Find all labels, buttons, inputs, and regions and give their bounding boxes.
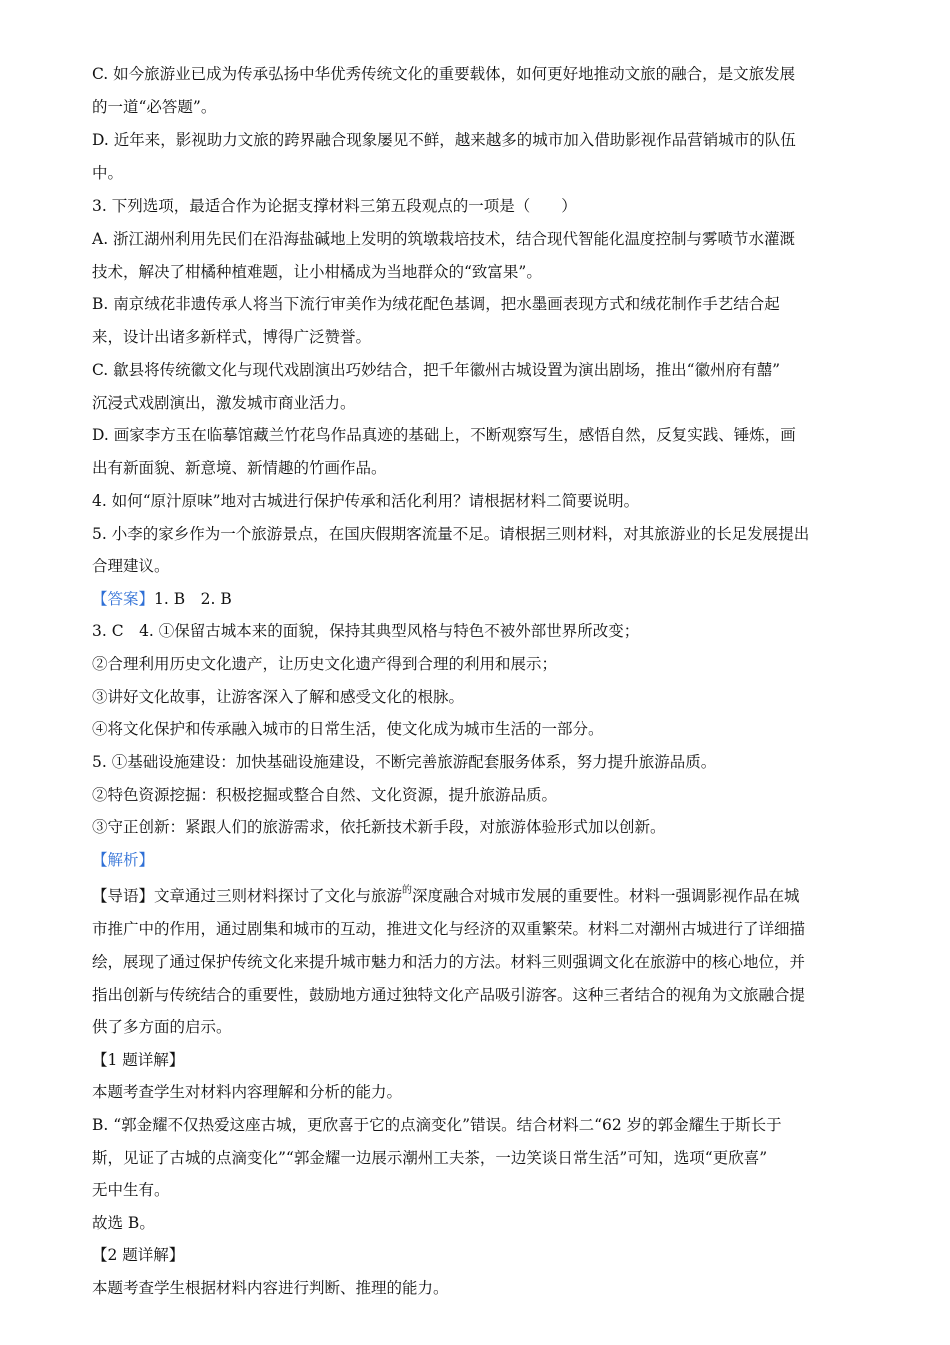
answer-line8: ③守正创新：紧跟人们的旅游需求，依托新技术新手段，对旅游体验形式加以创新。 — [92, 818, 666, 836]
q1-detail-line4: 无中生有。 — [92, 1181, 170, 1199]
guide-line1 — [92, 886, 872, 909]
question5-line1: 5. 小李的家乡作为一个旅游景点，在国庆假期客流量不足。请根据三则材料，对其旅游业的长足发展提出 — [92, 525, 810, 543]
q3-option-d-line2: 出有新面貌、新意境、新情趣的竹画作品。 — [92, 459, 387, 477]
option-d-line2: 中。 — [92, 164, 124, 182]
answer-line7: ②特色资源挖掘：积极挖掘或整合自然、文化资源，提升旅游品质。 — [92, 786, 558, 804]
answer-line2: 3. C 4. ①保留古城本来的面貌，保持其典型风格与特色不被外部世界所改变； — [92, 622, 640, 640]
question4: 4. 如何“原汁原味”地对古城进行保护传承和活化利用？请根据材料二简要说明。 — [92, 492, 640, 510]
option-c-line1: C. 如今旅游业已成为传承弘扬中华优秀传统文化的重要载体，如何更好地推动文旅的融合，是文旅发展 — [92, 65, 796, 83]
q3-option-b-line2: 来，设计出诸多新样式，博得广泛赞誉。 — [92, 328, 372, 346]
analysis-tag — [92, 850, 872, 870]
guide-line2: 市推广中的作用，通过剧集和城市的互动，推进文化与经济的双重繁荣。材料二对潮州古城进行了详细描 — [92, 920, 806, 938]
answer-tag: 【答案】 — [92, 590, 155, 608]
q3-option-c-line1: C. 歙县将传统徽文化与现代戏剧演出巧妙结合，把千年徽州古城设置为演出剧场，推出“徽州府有囍” — [92, 361, 781, 379]
guide-line3: 绘，展现了通过保护传统文化来提升城市魅力和活力的方法。材料三则强调文化在旅游中的核心地位，并 — [92, 953, 806, 971]
q3-option-a-line2: 技术，解决了柑橘种植难题，让小柑橘成为当地群众的“致富果”。 — [92, 263, 542, 281]
q1-detail-line1: 本题考查学生对材料内容理解和分析的能力。 — [92, 1083, 403, 1101]
answer-line1 — [92, 589, 872, 609]
q3-option-c-line2: 沉浸式戏剧演出，激发城市商业活力。 — [92, 394, 356, 412]
answer-line5: ④将文化保护和传承融入城市的日常生活，使文化成为城市生活的一部分。 — [92, 720, 604, 738]
guide-line1-part-b: 深度融合对城市发展的重要性。材料一强调影视作品在城 — [412, 887, 800, 905]
option-c-line2: 的一道“必答题”。 — [92, 98, 217, 116]
question3-stem: 3. 下列选项，最适合作为论据支撑材料三第五段观点的一项是（ ） — [92, 197, 577, 215]
guide-line1-part-a: 【导语】文章通过三则材料探讨了文化与旅游 — [92, 887, 403, 905]
answer-line3: ②合理利用历史文化遗产，让历史文化遗产得到合理的利用和展示； — [92, 655, 558, 673]
guide-line4: 指出创新与传统结合的重要性，鼓励地方通过独特文化产品吸引游客。这种三者结合的视角为文旅融合提 — [92, 986, 806, 1004]
answer-line4: ③讲好文化故事，让游客深入了解和感受文化的根脉。 — [92, 688, 465, 706]
guide-superscript: 的 — [402, 885, 413, 896]
option-d-line1: D. 近年来，影视助力文旅的跨界融合现象屡见不鲜，越来越多的城市加入借助影视作品营销城市的队伍 — [92, 131, 796, 149]
guide-line5: 供了多方面的启示。 — [92, 1018, 232, 1036]
q3-option-a-line1: A. 浙江湖州利用先民们在沿海盐碱地上发明的筑墩栽培技术，结合现代智能化温度控制与雾喷节水灌溉 — [92, 230, 796, 248]
q1-detail-line2: B. “郭金耀不仅热爱这座古城，更欣喜于它的点滴变化”错误。结合材料二“62 岁的郭金耀生于斯长于 — [92, 1116, 782, 1134]
q3-option-b-line1: B. 南京绒花非遗传承人将当下流行审美作为绒花配色基调，把水墨画表现方式和绒花制作手艺结合起 — [92, 295, 780, 313]
answer-line6: 5. ①基础设施建设：加快基础设施建设，不断完善旅游配套服务体系，努力提升旅游品质。 — [92, 753, 717, 771]
q1-detail-line3: 斯，见证了古城的点滴变化”“郭金耀一边展示潮州工夫茶，一边笑谈日常生活”可知，选项“更欣喜” — [92, 1149, 768, 1167]
question5-line2: 合理建议。 — [92, 557, 170, 575]
q2-detail-title: 【2 题详解】 — [92, 1246, 185, 1264]
q1-detail-line5: 故选 B。 — [92, 1214, 155, 1232]
answer-values: 1. B 2. B — [154, 590, 232, 608]
q2-detail-line1: 本题考查学生根据材料内容进行判断、推理的能力。 — [92, 1279, 449, 1297]
q1-detail-title: 【1 题详解】 — [92, 1051, 185, 1069]
q3-option-d-line1: D. 画家李方玉在临摹馆藏兰竹花鸟作品真迹的基础上，不断观察写生，感悟自然，反复实践、锤炼，画 — [92, 426, 796, 444]
analysis-tag-text: 【解析】 — [92, 851, 155, 869]
